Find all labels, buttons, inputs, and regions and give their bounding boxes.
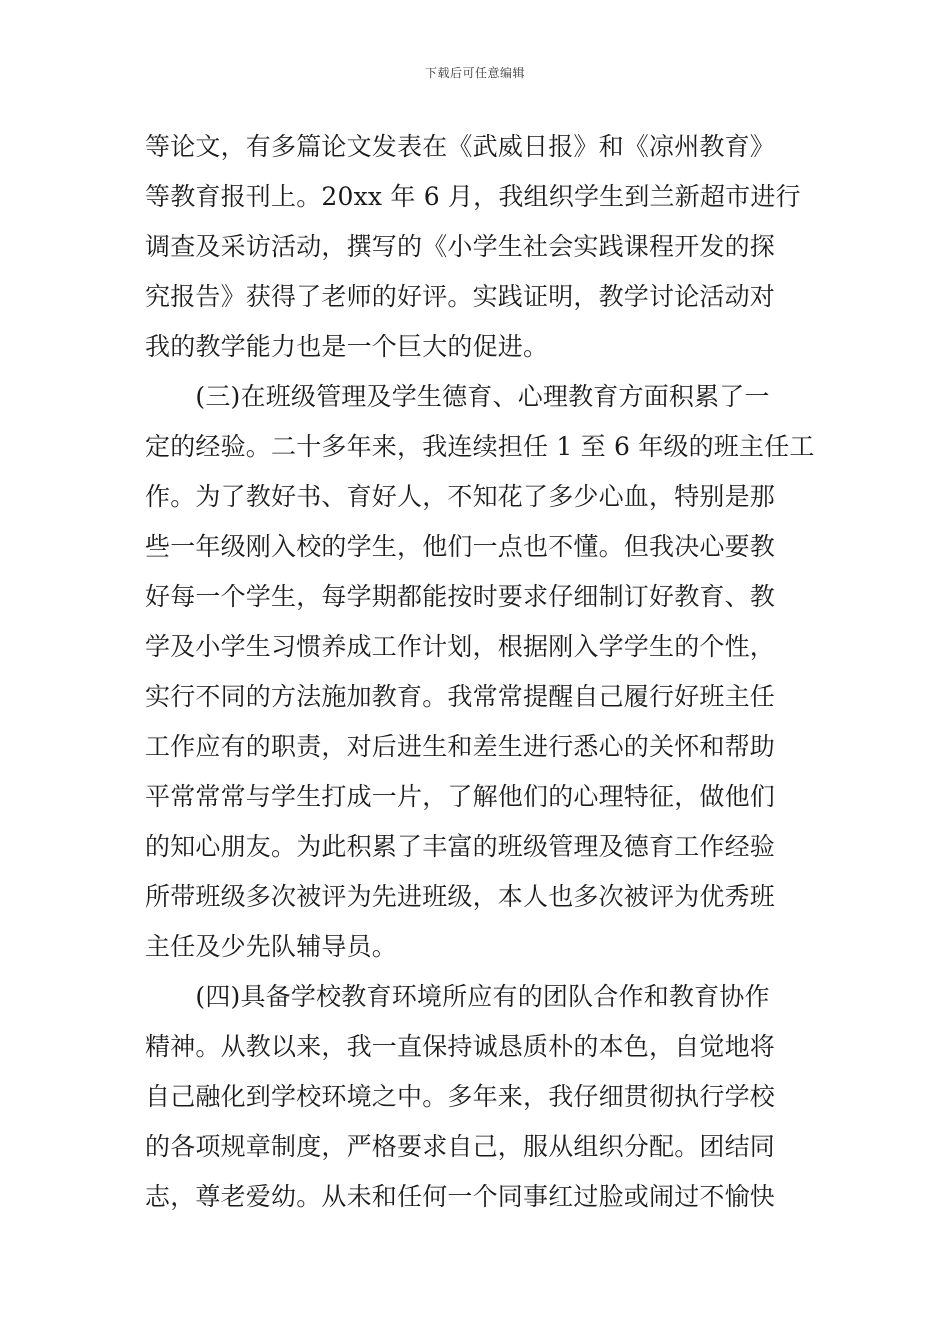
text-line: 等论文，有多篇论文发表在《武威日报》和《凉州教育》 (145, 132, 776, 161)
text-line: 学及小学生习惯养成工作计划，根据刚入学学生的个性， (145, 632, 776, 661)
document-body (145, 122, 815, 1222)
text-line: 平常常常与学生打成一片，了解他们的心理特征，做他们 (145, 782, 776, 811)
text-line: 调查及采访活动，撰写的《小学生社会实践课程开发的探 (145, 232, 776, 261)
text-line: 好每一个学生，每学期都能按时要求仔细制订好教育、教 (145, 582, 776, 611)
page-header: 下载后可任意编辑 (424, 66, 525, 80)
text-line: (三)在班级管理及学生德育、心理教育方面积累了一 (145, 382, 770, 411)
text-line: 实行不同的方法施加教育。我常常提醒自己履行好班主任 (145, 682, 776, 711)
text-line: 主任及少先队辅导员。 (145, 932, 398, 961)
text-line: 所带班级多次被评为先进班级，本人也多次被评为优秀班 (145, 882, 776, 911)
text-line: 究报告》获得了老师的好评。实践证明，教学讨论活动对 (145, 282, 776, 311)
text-line: 我的教学能力也是一个巨大的促进。 (145, 332, 549, 361)
text-line: 的知心朋友。为此积累了丰富的班级管理及德育工作经验 (145, 832, 776, 861)
text-line: 自己融化到学校环境之中。多年来，我仔细贯彻执行学校 (145, 1082, 776, 1111)
text-line: 工作应有的职责，对后进生和差生进行悉心的关怀和帮助 (145, 732, 776, 761)
text-line: 的各项规章制度，严格要求自己，服从组织分配。团结同 (145, 1132, 776, 1161)
text-line: 等教育报刊上。20xx 年 6 月，我组织学生到兰新超市进行 (145, 182, 801, 211)
text-line: (四)具备学校教育环境所应有的团队合作和教育协作 (145, 982, 770, 1011)
text-line: 作。为了教好书、育好人，不知花了多少心血，特别是那 (145, 482, 776, 511)
text-line: 些一年级刚入校的学生，他们一点也不懂。但我决心要教 (145, 532, 776, 561)
text-line: 志，尊老爱幼。从未和任何一个同事红过脸或闹过不愉快 (145, 1182, 776, 1211)
text-line: 定的经验。二十多年来，我连续担任 1 至 6 年级的班主任工 (145, 432, 815, 461)
text-line: 精神。从教以来，我一直保持诚恳质朴的本色，自觉地将 (145, 1032, 776, 1061)
